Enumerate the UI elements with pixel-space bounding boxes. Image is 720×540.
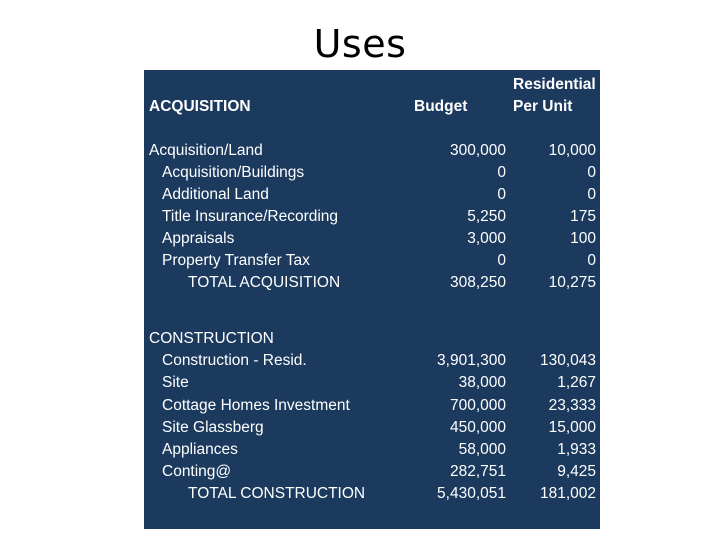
- table-row: [144, 228, 600, 250]
- acquisition-section-header: ACQUISITION: [149, 98, 251, 115]
- table-row: [144, 439, 600, 461]
- budget-header: Budget: [414, 98, 468, 115]
- total-row: [144, 272, 600, 294]
- row-label: Title Insurance/Recording: [162, 208, 339, 225]
- header-row-top: [144, 74, 600, 96]
- row-label: Site Glassberg: [162, 419, 264, 436]
- row-per-unit: 0: [587, 186, 596, 203]
- row-per-unit: 0: [587, 252, 596, 269]
- row-per-unit: 100: [570, 230, 596, 247]
- row-label: Cottage Homes Investment: [162, 397, 350, 414]
- table-row: [144, 395, 600, 417]
- table-row: [144, 250, 600, 272]
- total-construction-budget: 5,430,051: [437, 485, 506, 502]
- total-acquisition-budget: 308,250: [449, 274, 506, 291]
- row-per-unit: 175: [570, 208, 596, 225]
- row-per-unit: 23,333: [548, 397, 596, 414]
- total-row: [144, 483, 600, 505]
- row-label: Property Transfer Tax: [162, 252, 310, 269]
- row-per-unit: 1,267: [557, 374, 596, 391]
- table-row: [144, 140, 600, 162]
- row-label: Appliances: [162, 441, 238, 458]
- table-row: [144, 372, 600, 394]
- table-row: [144, 350, 600, 372]
- slide-title: Uses: [313, 22, 407, 66]
- row-budget: 282,751: [449, 463, 506, 480]
- total-construction-label: TOTAL CONSTRUCTION: [188, 485, 366, 502]
- row-per-unit: 1,933: [557, 441, 596, 458]
- row-label: Construction - Resid.: [162, 352, 307, 369]
- row-per-unit: 15,000: [548, 419, 596, 436]
- row-per-unit: 9,425: [557, 463, 596, 480]
- per-unit-header-line1: Residential: [513, 76, 596, 93]
- table-row: [144, 461, 600, 483]
- row-budget: 58,000: [458, 441, 506, 458]
- row-budget: 3,901,300: [437, 352, 506, 369]
- header-row: [144, 96, 600, 118]
- row-per-unit: 130,043: [539, 352, 596, 369]
- table-row: [144, 162, 600, 184]
- table-row: [144, 206, 600, 228]
- table-row: [144, 184, 600, 206]
- row-budget: 700,000: [449, 397, 506, 414]
- row-label: Appraisals: [162, 230, 235, 247]
- row-per-unit: 10,000: [548, 142, 596, 159]
- construction-header-row: [144, 328, 600, 350]
- row-label: Acquisition/Land: [149, 142, 263, 159]
- per-unit-header-line2: Per Unit: [513, 98, 573, 115]
- row-label: Site: [162, 374, 189, 391]
- row-budget: 0: [497, 252, 506, 269]
- row-budget: 450,000: [449, 419, 506, 436]
- total-acquisition-label: TOTAL ACQUISITION: [188, 274, 341, 291]
- row-budget: 3,000: [467, 230, 506, 247]
- construction-section-header: CONSTRUCTION: [149, 330, 274, 347]
- row-label: Additional Land: [162, 186, 269, 203]
- table-row: [144, 417, 600, 439]
- budget-table: [144, 70, 600, 529]
- row-label: Conting@: [162, 463, 232, 480]
- row-budget: 0: [497, 186, 506, 203]
- total-construction-per-unit: 181,002: [539, 485, 596, 502]
- row-budget: 38,000: [458, 374, 506, 391]
- row-per-unit: 0: [587, 164, 596, 181]
- row-budget: 0: [497, 164, 506, 181]
- row-budget: 300,000: [449, 142, 506, 159]
- total-acquisition-per-unit: 10,275: [548, 274, 596, 291]
- row-budget: 5,250: [467, 208, 506, 225]
- row-label: Acquisition/Buildings: [162, 164, 305, 181]
